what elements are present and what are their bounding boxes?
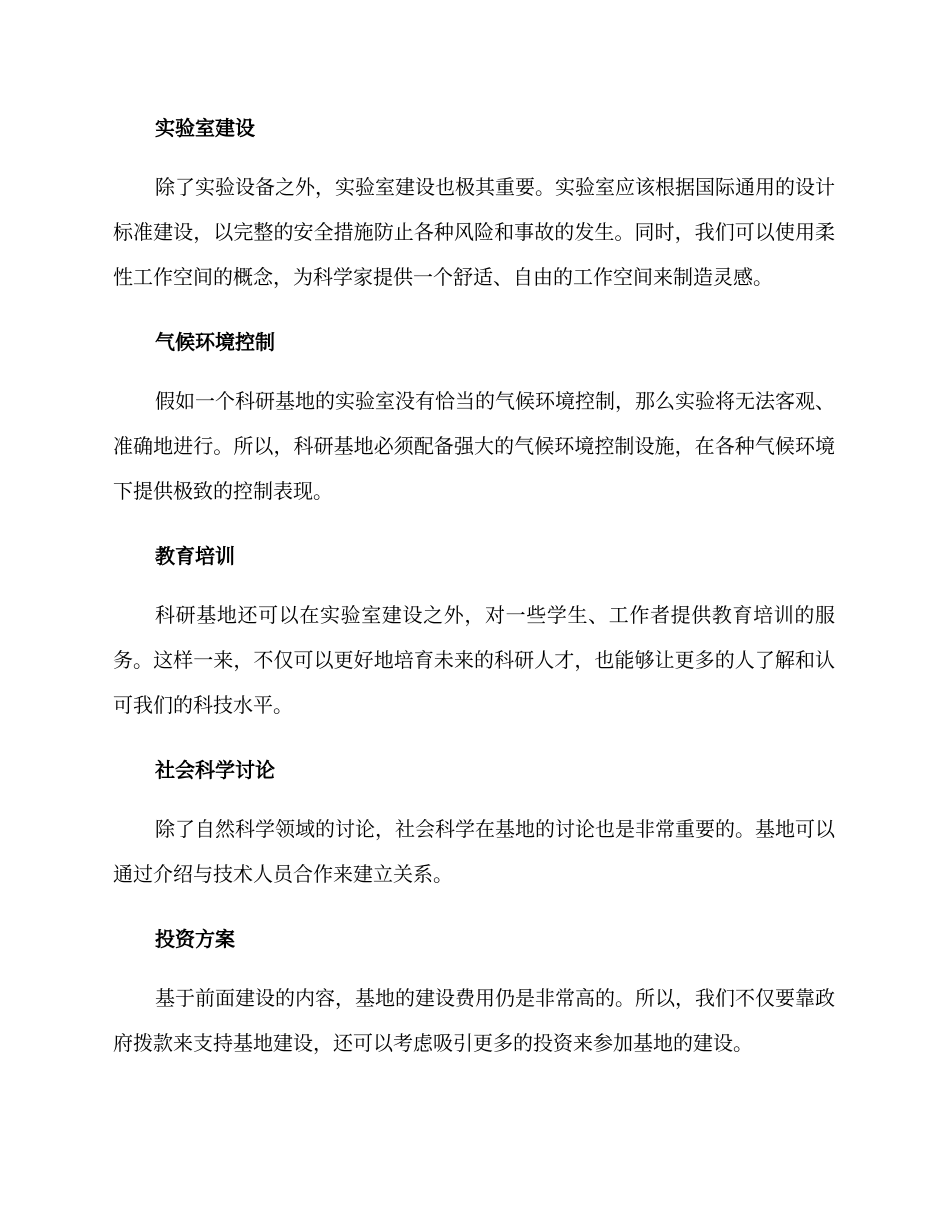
section-heading-social-science: 社会科学讨论	[155, 758, 275, 782]
section-body-climate-control: 假如一个科研基地的实验室没有恰当的气候环境控制，那么实验将无法客观、准确地进行。所以，科研基地必须配备强大的气候环境控制设施，在各种气候环境下提供极致的控制表现。	[113, 389, 835, 503]
section-heading-climate-control: 气候环境控制	[155, 330, 275, 354]
document-page	[113, 112, 835, 1092]
section-body-lab-construction: 除了实验设备之外，实验室建设也极其重要。实验室应该根据国际通用的设计标准建设，以完整的安全措施防止各种风险和事故的发生。同时，我们可以使用柔性工作空间的概念，为科学家提供一个舒适、自由的工作空间来制造灵感。	[113, 175, 835, 289]
section-heading-lab-construction: 实验室建设	[155, 116, 255, 140]
section-heading-education-training: 教育培训	[155, 544, 235, 568]
section-body-social-science: 除了自然科学领域的讨论，社会科学在基地的讨论也是非常重要的。基地可以通过介绍与技术人员合作来建立关系。	[113, 817, 835, 886]
section-body-education-training: 科研基地还可以在实验室建设之外，对一些学生、工作者提供教育培训的服务。这样一来，不仅可以更好地培育未来的科研人才，也能够让更多的人了解和认可我们的科技水平。	[113, 603, 835, 717]
section-body-investment-plan: 基于前面建设的内容，基地的建设费用仍是非常高的。所以，我们不仅要靠政府拨款来支持基地建设，还可以考虑吸引更多的投资来参加基地的建设。	[113, 986, 835, 1055]
section-heading-investment-plan: 投资方案	[155, 927, 235, 951]
